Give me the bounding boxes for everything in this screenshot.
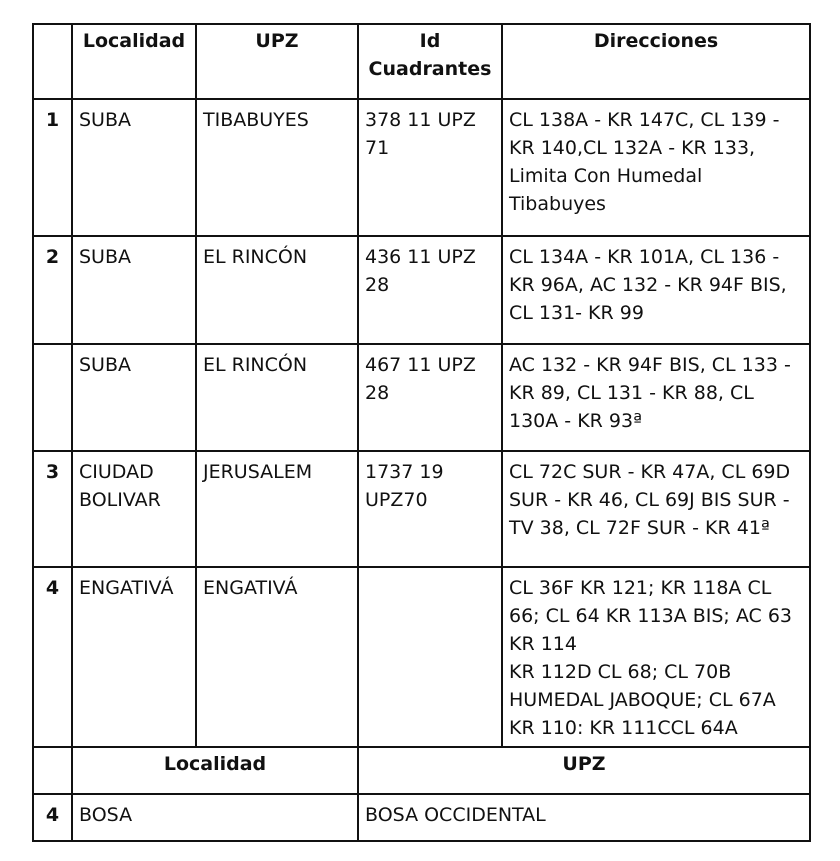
direccion-text: KR 112D CL 68; CL 70B HUMEDAL JABOQUE; CL 67A KR 110: KR 111CCL 64A (509, 661, 776, 739)
subheader-num (33, 747, 72, 794)
subheader-upz: UPZ (358, 747, 810, 794)
table-row (33, 236, 810, 344)
row-number: 2 (33, 236, 72, 344)
cell-direcciones (502, 344, 810, 451)
cell-id-cuadrante: 436 11 UPZ 28 (358, 236, 502, 344)
cell-upz: BOSA OCCIDENTAL (358, 794, 810, 841)
row-number: 4 (33, 794, 72, 841)
cell-direcciones (502, 567, 810, 747)
table-row (33, 794, 810, 841)
cell-id-cuadrante: 467 11 UPZ 28 (358, 344, 502, 451)
cell-localidad: BOSA (72, 794, 358, 841)
table-row (33, 99, 810, 236)
direccion-text: CL 138A - KR 147C, CL 139 - KR 140,CL 132A - KR 133, Limita Con Humedal Tibabuyes (509, 109, 780, 215)
header-direcciones: Direcciones (502, 24, 810, 99)
row-number: 4 (33, 567, 72, 747)
cell-localidad: SUBA (72, 344, 196, 451)
cell-upz: EL RINCÓN (196, 236, 358, 344)
cell-id-cuadrante (358, 567, 502, 747)
cell-localidad: ENGATIVÁ (72, 567, 196, 747)
direccion-text: AC 132 - KR 94F BIS, CL 133 - KR 89, CL 131 - KR 88, CL 130A - KR 93ª (509, 354, 791, 432)
cell-localidad: SUBA (72, 99, 196, 236)
subheader-localidad: Localidad (72, 747, 358, 794)
header-row (33, 24, 810, 99)
cell-upz: TIBABUYES (196, 99, 358, 236)
cell-localidad: SUBA (72, 236, 196, 344)
header-id-cuadrantes: Id Cuadrantes (358, 24, 502, 99)
localidades-table (32, 23, 811, 842)
header-localidad: Localidad (72, 24, 196, 99)
cell-direcciones (502, 451, 810, 567)
header-num (33, 24, 72, 99)
cell-upz: JERUSALEM (196, 451, 358, 567)
cell-direcciones (502, 99, 810, 236)
direccion-text: CL 36F KR 121; KR 118A CL 66; CL 64 KR 113A BIS; AC 63 KR 114 (509, 577, 793, 655)
direccion-text: CL 72C SUR - KR 47A, CL 69D SUR - KR 46, CL 69J BIS SUR - TV 38, CL 72F SUR - KR 41ª (509, 461, 791, 539)
row-number: 3 (33, 451, 72, 567)
header-upz: UPZ (196, 24, 358, 99)
table-row (33, 451, 810, 567)
cell-localidad: CIUDAD BOLIVAR (72, 451, 196, 567)
direccion-text: CL 134A - KR 101A, CL 136 - KR 96A, AC 132 - KR 94F BIS, CL 131- KR 99 (509, 246, 787, 324)
cell-direcciones (502, 236, 810, 344)
row-number (33, 344, 72, 451)
cell-upz: ENGATIVÁ (196, 567, 358, 747)
row-number: 1 (33, 99, 72, 236)
subheader-row (33, 747, 810, 794)
table-row (33, 567, 810, 747)
cell-upz: EL RINCÓN (196, 344, 358, 451)
cell-id-cuadrante: 1737 19 UPZ70 (358, 451, 502, 567)
table-row (33, 344, 810, 451)
cell-id-cuadrante: 378 11 UPZ 71 (358, 99, 502, 236)
